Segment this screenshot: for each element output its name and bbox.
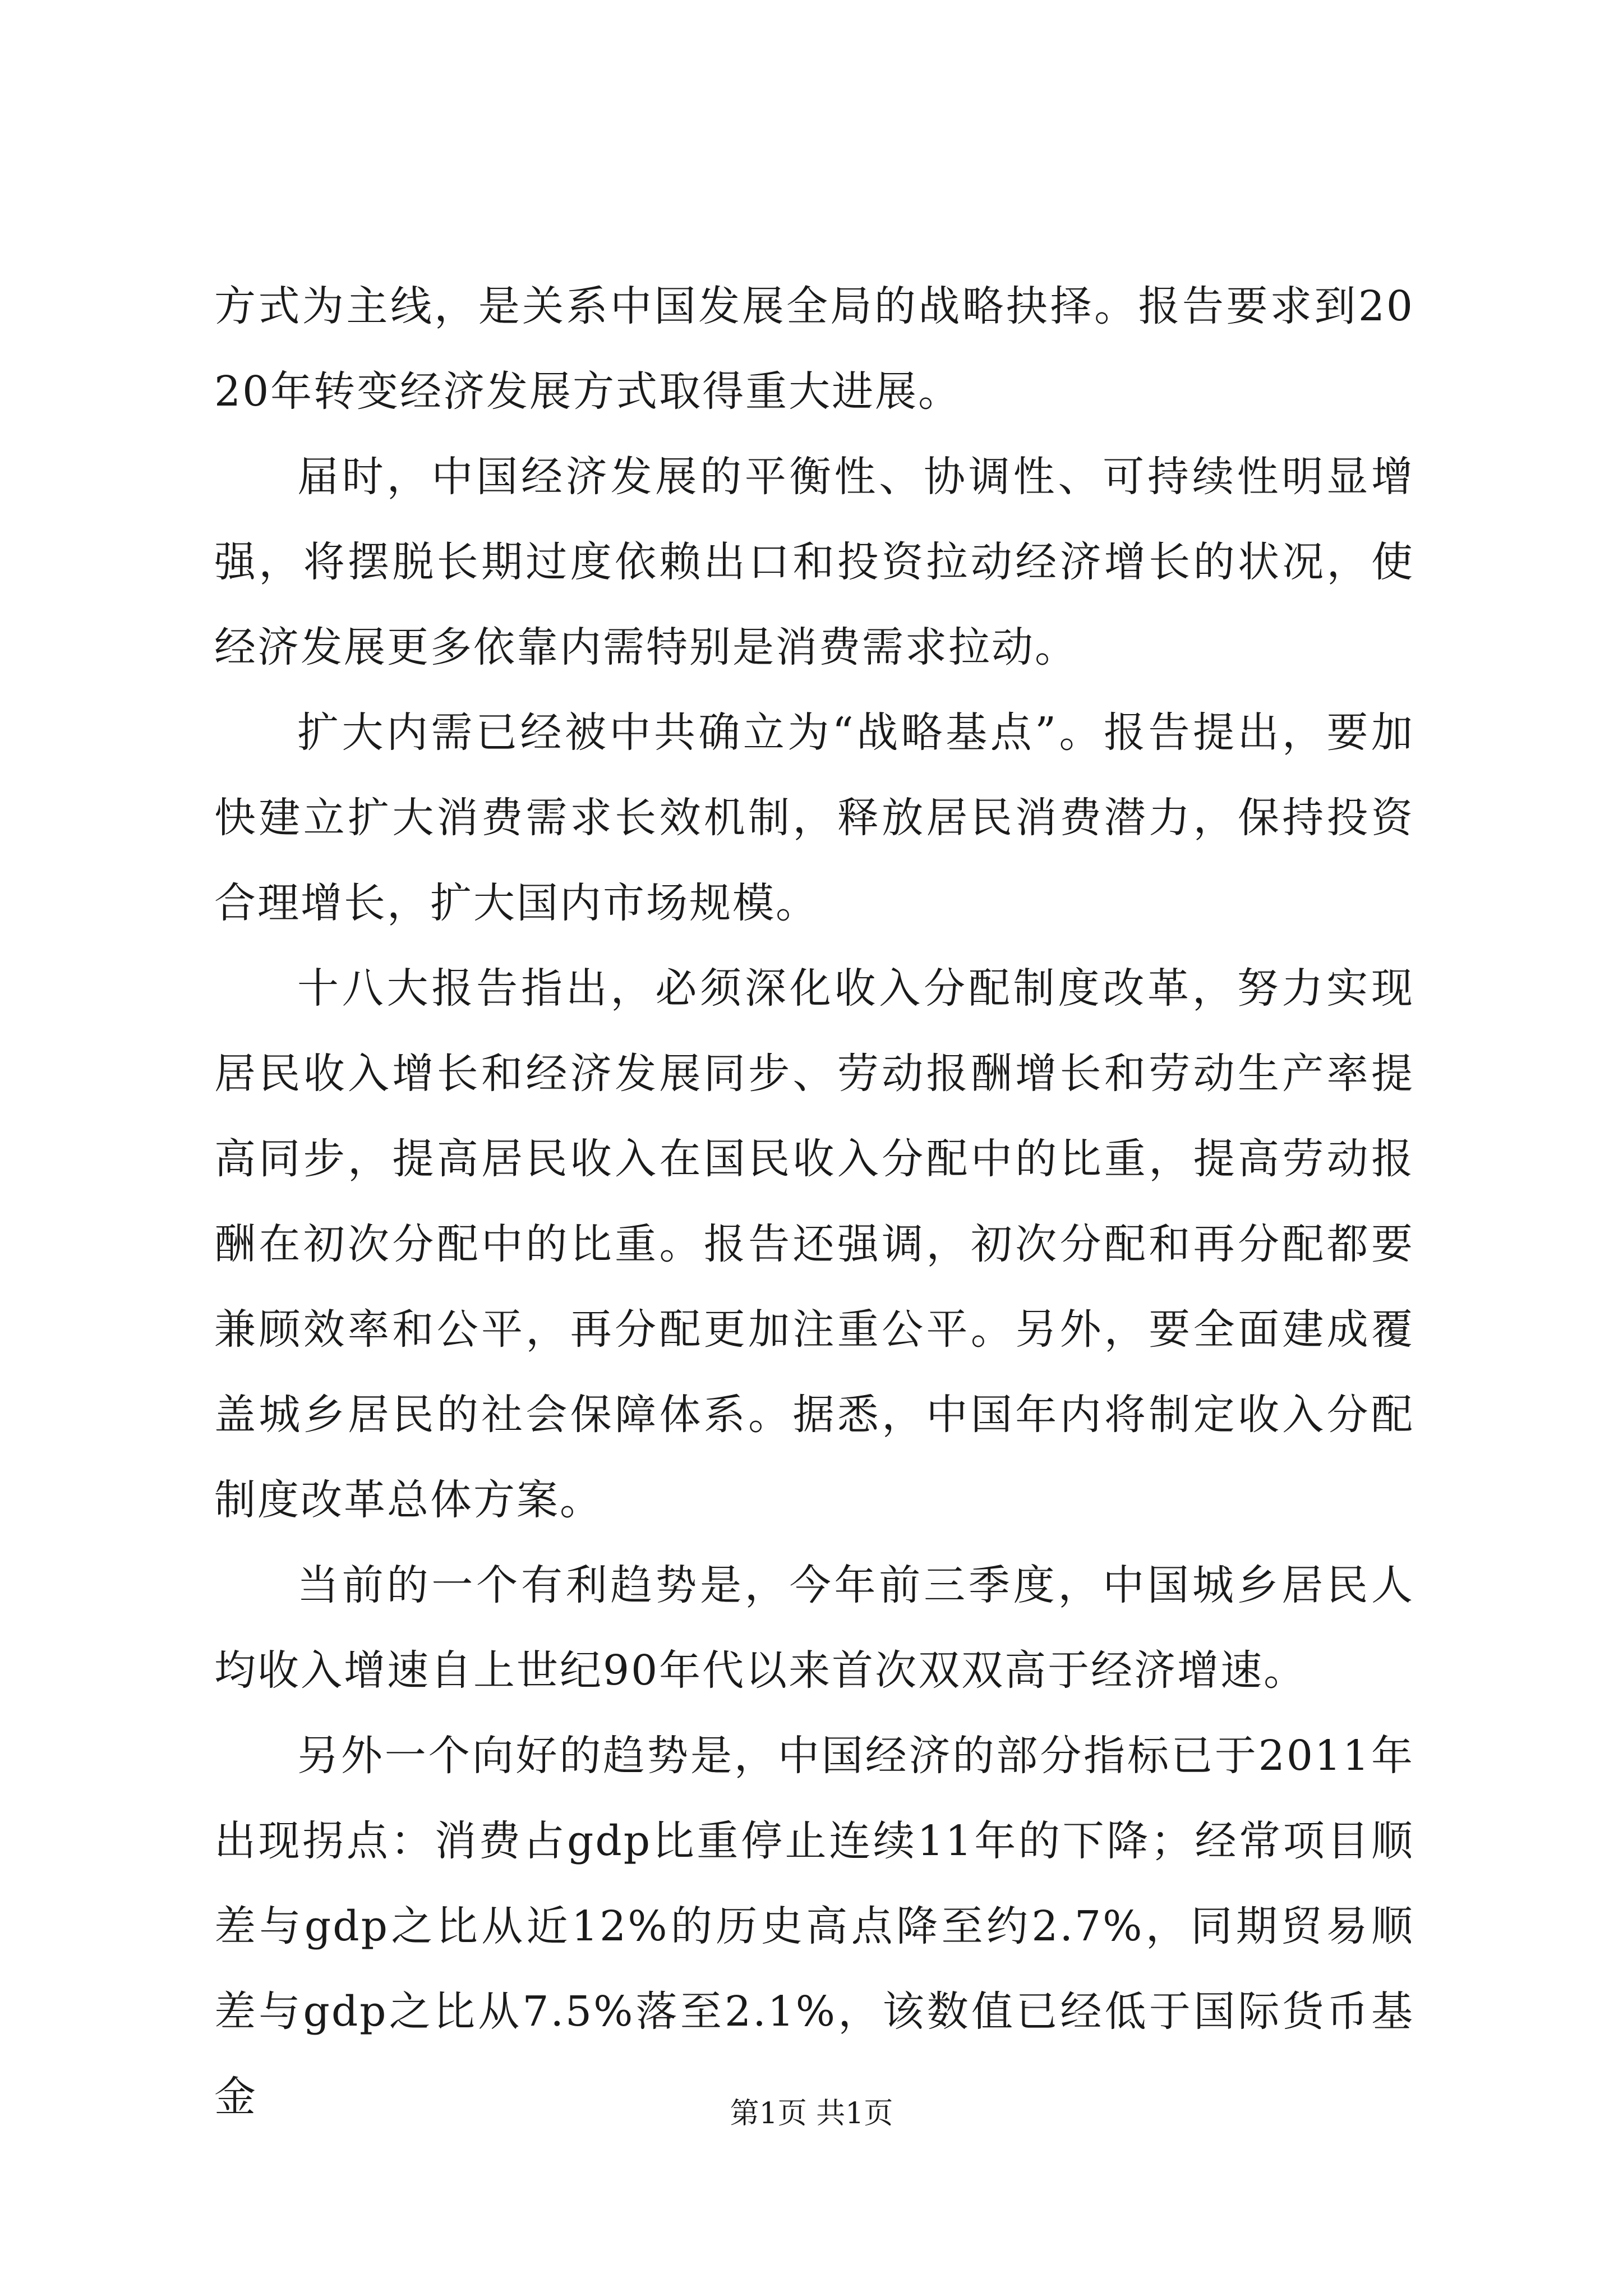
document-body — [214, 264, 1414, 2139]
paragraph-4: 十八大报告指出，必须深化收入分配制度改革，努力实现居民收入增长和经济发展同步、劳动报酬增长和劳动生产率提高同步，提高居民收入在国民收入分配中的比重，提高劳动报酬在初次分配中的比重。报告还强调，初次分配和再分配都要兼顾效率和公平，再分配更加注重公平。另外，要全面建成覆盖城乡居民的社会保障体系。据悉，中国年内将制定收入分配制度改革总体方案。 — [214, 964, 1414, 1524]
paragraph-2: 届时，中国经济发展的平衡性、协调性、可持续性明显增强，将摆脱长期过度依赖出口和投资拉动经济增长的状况，使经济发展更多依靠内需特别是消费需求拉动。 — [214, 453, 1414, 671]
paragraph-1: 方式为主线，是关系中国发展全局的战略抉择。报告要求到2020年转变经济发展方式取得重大进展。 — [214, 282, 1414, 416]
page-footer: 第1页 共1页 — [730, 2097, 893, 2131]
paragraph-3: 扩大内需已经被中共确立为“战略基点”。报告提出，要加快建立扩大消费需求长效机制，释放居民消费潜力，保持投资合理增长，扩大国内市场规模。 — [214, 708, 1414, 927]
paragraph-5: 当前的一个有利趋势是，今年前三季度，中国城乡居民人均收入增速自上世纪90年代以来首次双双高于经济增速。 — [214, 1561, 1414, 1695]
paragraph-6: 另外一个向好的趋势是，中国经济的部分指标已于2011年出现拐点：消费占gdp比重停止连续11年的下降；经常项目顺差与gdp之比从近12%的历史高点降至约2.7%，同期贸易顺差与gdp之比从7.5%落至2.1%，该数值已经低于国际货币基金 — [214, 1732, 1414, 2121]
